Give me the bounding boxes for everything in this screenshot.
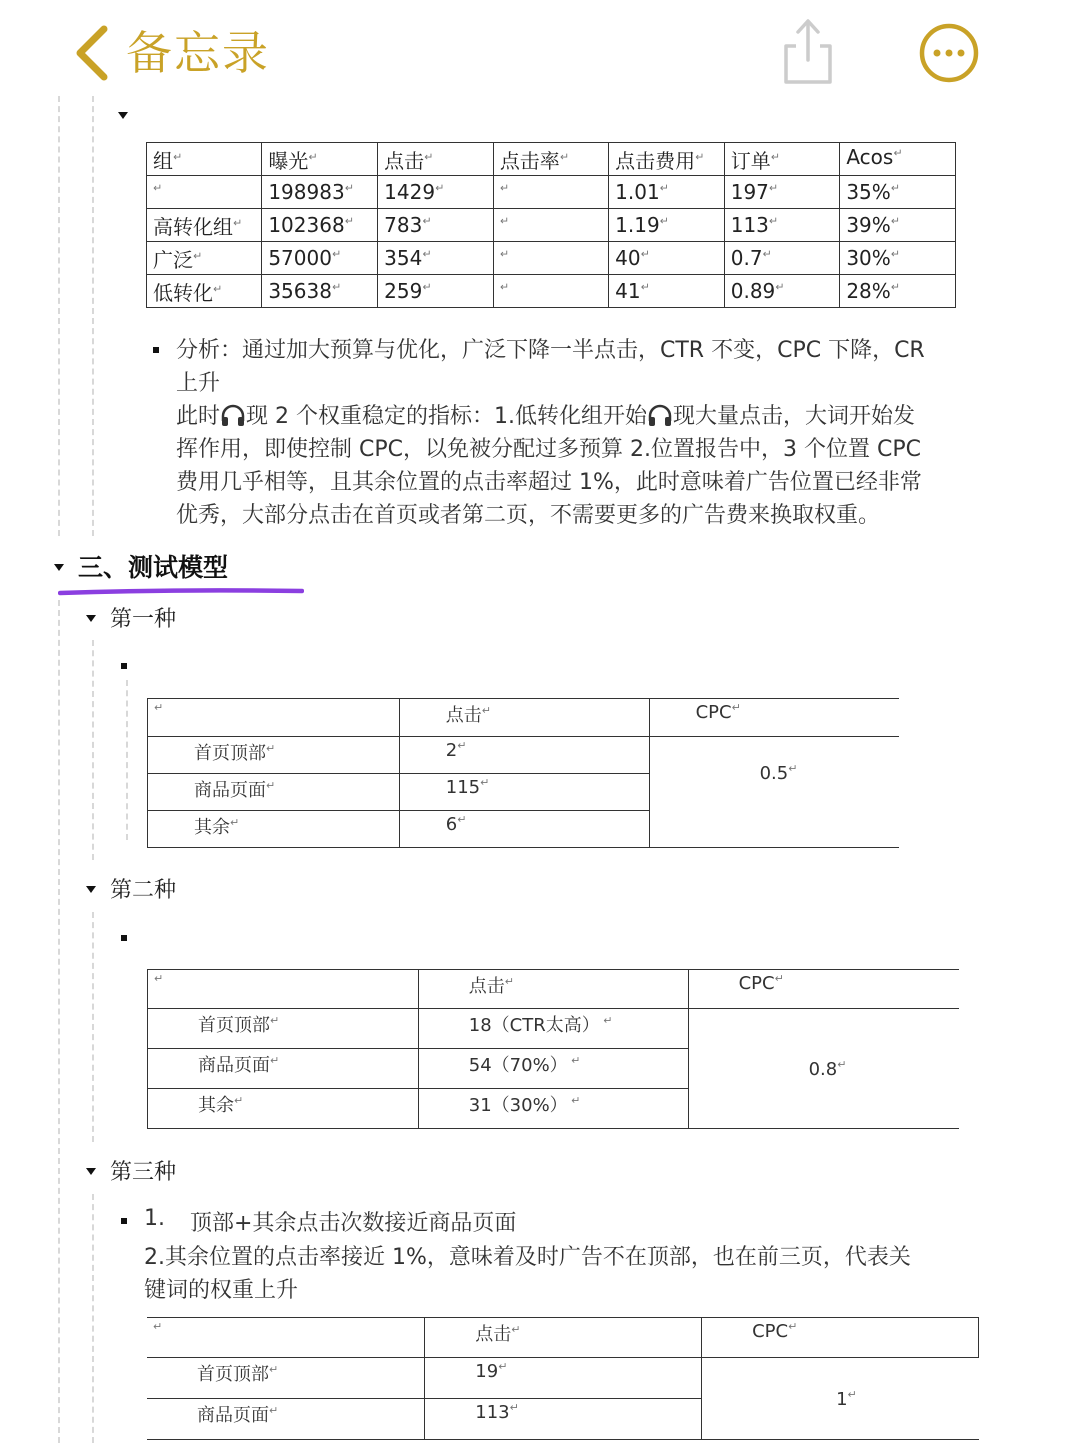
table-cell: 39%↵ bbox=[840, 209, 956, 242]
outline-guide bbox=[92, 96, 94, 536]
outline-guide bbox=[126, 680, 128, 840]
table-cell: 首页顶部↵ bbox=[148, 737, 400, 774]
table-cell: 2↵ bbox=[399, 737, 649, 774]
model1-table bbox=[147, 698, 899, 848]
table-header-row bbox=[148, 970, 960, 1009]
table-cell: 6↵ bbox=[399, 811, 649, 848]
bullet bbox=[121, 663, 127, 669]
collapse-toggle[interactable] bbox=[86, 615, 96, 622]
table-cell: 102368↵ bbox=[262, 209, 378, 242]
table-cell: 1429↵ bbox=[378, 176, 494, 209]
table-cell: ↵ bbox=[148, 699, 400, 737]
table-header-cell: 点击↵ bbox=[425, 1318, 702, 1358]
table-header-row bbox=[148, 699, 900, 737]
table-cell: ↵ bbox=[147, 1318, 425, 1358]
table-row bbox=[147, 176, 956, 209]
table-header-cell: 曝光↵ bbox=[262, 143, 378, 176]
table-header-cell: 点击费用↵ bbox=[609, 143, 725, 176]
model2-table bbox=[147, 969, 959, 1129]
back-label: 备忘录 bbox=[126, 26, 270, 80]
note-line: 顶部+其余点击次数接近商品页面 bbox=[190, 1211, 517, 1236]
table-cell: ↵ bbox=[493, 176, 608, 209]
table-cell: 54（70%） ↵ bbox=[418, 1049, 688, 1089]
table-cell: 115↵ bbox=[399, 774, 649, 811]
analysis-line: 优秀，大部分点击在首页或者第二页，不需要更多的广告费来换取权重。 bbox=[176, 503, 881, 528]
table-header-cell: CPC↵ bbox=[688, 970, 959, 1009]
table-cell: 0.89↵ bbox=[724, 275, 840, 308]
table-header-cell: 点击↵ bbox=[378, 143, 494, 176]
headphones-icon bbox=[220, 403, 246, 427]
stats-table bbox=[146, 142, 956, 308]
table-cell: 783↵ bbox=[378, 209, 494, 242]
outline-guide bbox=[58, 600, 60, 1443]
collapse-toggle[interactable] bbox=[118, 112, 128, 119]
table-cell: 商品页面↵ bbox=[148, 774, 400, 811]
table-cell: ↵ bbox=[147, 176, 262, 209]
cpc-cell: 0.8↵ bbox=[688, 1009, 959, 1129]
table-row bbox=[148, 737, 900, 774]
handwritten-underline bbox=[58, 588, 304, 596]
table-cell: ↵ bbox=[148, 970, 419, 1009]
table-row bbox=[147, 209, 956, 242]
table-header-cell: 订单↵ bbox=[724, 143, 840, 176]
outline-guide bbox=[92, 1194, 94, 1443]
table-row bbox=[147, 275, 956, 308]
table-header-cell: 点击↵ bbox=[399, 699, 649, 737]
table-row bbox=[148, 1009, 960, 1049]
section-title: 三、测试模型 bbox=[78, 553, 229, 582]
table-cell: 30%↵ bbox=[840, 242, 956, 275]
table-header-cell: Acos↵ bbox=[840, 143, 956, 176]
table-cell: 35638↵ bbox=[262, 275, 378, 308]
table-header-row bbox=[147, 1318, 979, 1358]
table-cell: 商品页面↵ bbox=[148, 1049, 419, 1089]
share-icon bbox=[778, 16, 838, 86]
more-icon bbox=[918, 22, 980, 84]
back-button[interactable] bbox=[74, 22, 274, 84]
table-header-cell: CPC↵ bbox=[649, 699, 899, 737]
table-cell: ↵ bbox=[493, 242, 608, 275]
table-cell: 1.01↵ bbox=[609, 176, 725, 209]
analysis-line: 挥作用，即使控制 CPC，以免被分配过多预算 2.位置报告中，3 个位置 CPC bbox=[176, 437, 921, 462]
cpc-cell: 0.5↵ bbox=[649, 737, 899, 848]
table-cell: 41↵ bbox=[609, 275, 725, 308]
table-header-cell: 点击率↵ bbox=[493, 143, 608, 176]
share-button[interactable] bbox=[778, 16, 838, 86]
table-cell: 31（30%） ↵ bbox=[418, 1089, 688, 1129]
table-header-row bbox=[147, 143, 956, 176]
table-cell: 其余↵ bbox=[148, 1089, 419, 1129]
note-line: 2.其余位置的点击率接近 1%，意味着及时广告不在顶部，也在前三页，代表关 bbox=[144, 1245, 911, 1270]
table-cell: 高转化组↵ bbox=[147, 209, 262, 242]
analysis-line: 上升 bbox=[176, 371, 221, 396]
cpc-cell: 1↵ bbox=[702, 1358, 979, 1440]
chevron-left-icon bbox=[74, 25, 108, 81]
table-cell: 57000↵ bbox=[262, 242, 378, 275]
outline-guide bbox=[92, 640, 94, 860]
headphones-icon bbox=[647, 403, 673, 427]
note-number: 1. bbox=[144, 1206, 165, 1231]
table-cell: ↵ bbox=[493, 275, 608, 308]
model-title: 第一种 bbox=[110, 607, 177, 632]
table-cell: 198983↵ bbox=[262, 176, 378, 209]
model3-table bbox=[147, 1317, 979, 1440]
bullet bbox=[121, 935, 127, 941]
note-line: 键词的权重上升 bbox=[144, 1278, 299, 1303]
table-cell: 低转化↵ bbox=[147, 275, 262, 308]
bullet bbox=[121, 1218, 127, 1224]
table-cell: 113↵ bbox=[425, 1399, 702, 1440]
table-cell: 40↵ bbox=[609, 242, 725, 275]
table-cell: ↵ bbox=[493, 209, 608, 242]
table-cell: 商品页面↵ bbox=[147, 1399, 425, 1440]
table-cell: 19↵ bbox=[425, 1358, 702, 1399]
nav-bar bbox=[0, 0, 1080, 92]
analysis-line: 分析：通过加大预算与优化，广泛下降一半点击，CTR 不变，CPC 下降，CR bbox=[176, 338, 925, 363]
table-cell: 1.19↵ bbox=[609, 209, 725, 242]
table-cell: 广泛↵ bbox=[147, 242, 262, 275]
bullet bbox=[153, 347, 159, 353]
table-header-cell: 点击↵ bbox=[418, 970, 688, 1009]
table-cell: 首页顶部↵ bbox=[147, 1358, 425, 1399]
outline-guide bbox=[58, 96, 60, 536]
model-title: 第二种 bbox=[110, 878, 177, 903]
table-cell: 35%↵ bbox=[840, 176, 956, 209]
analysis-line: 费用几乎相等，且其余位置的点击率超过 1%，此时意味着广告位置已经非常 bbox=[176, 470, 922, 495]
table-cell: 其余↵ bbox=[148, 811, 400, 848]
table-cell: 首页顶部↵ bbox=[148, 1009, 419, 1049]
table-cell: 259↵ bbox=[378, 275, 494, 308]
model-title: 第三种 bbox=[110, 1160, 177, 1185]
analysis-paragraph bbox=[176, 334, 976, 532]
table-header-cell: CPC↵ bbox=[702, 1318, 979, 1358]
table-cell: 28%↵ bbox=[840, 275, 956, 308]
table-cell: 197↵ bbox=[724, 176, 840, 209]
more-button[interactable] bbox=[918, 22, 980, 84]
table-row bbox=[147, 1358, 979, 1399]
collapse-toggle[interactable] bbox=[86, 886, 96, 893]
collapse-toggle[interactable] bbox=[86, 1168, 96, 1175]
table-cell: 354↵ bbox=[378, 242, 494, 275]
table-header-cell: 组↵ bbox=[147, 143, 262, 176]
analysis-line: 此时 现 2 个权重稳定的指标：1.低转化组开始 现大量点击，大词开始发 bbox=[176, 404, 916, 429]
outline-guide bbox=[92, 912, 94, 1142]
table-cell: 113↵ bbox=[724, 209, 840, 242]
collapse-toggle[interactable] bbox=[54, 564, 64, 571]
table-cell: 18（CTR太高） ↵ bbox=[418, 1009, 688, 1049]
table-row bbox=[147, 242, 956, 275]
table-cell: 0.7↵ bbox=[724, 242, 840, 275]
